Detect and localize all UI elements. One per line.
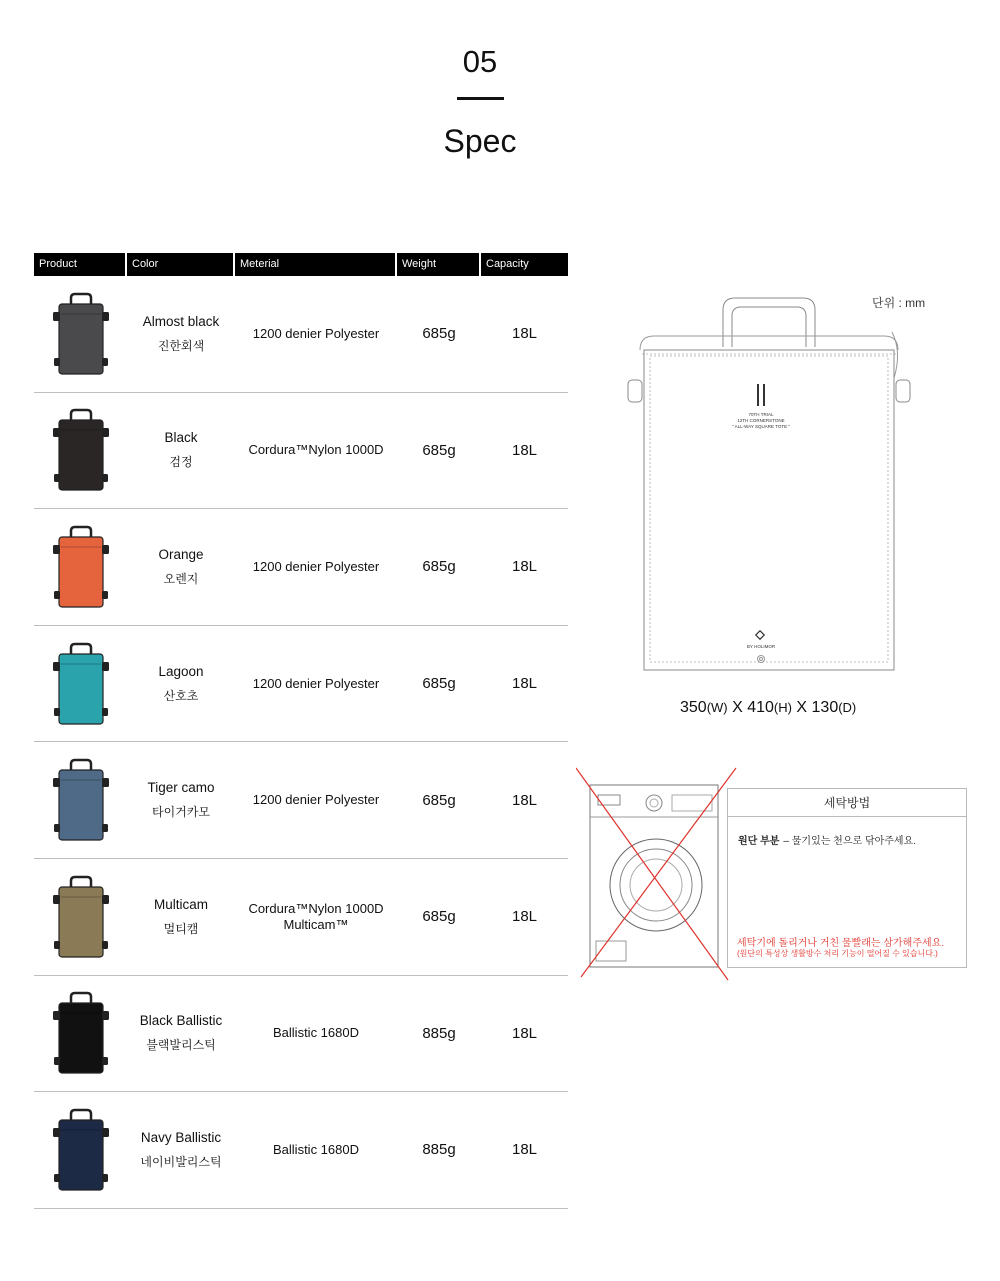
color-cell [127, 276, 235, 392]
product-thumbnail [34, 742, 127, 858]
weight-cell: 685g [422, 908, 456, 926]
unit-label: 단위 : mm [872, 296, 926, 310]
product-thumbnail [34, 626, 127, 742]
table-row [34, 509, 568, 626]
capacity-cell: 18L [511, 441, 538, 459]
table-row [34, 1092, 568, 1209]
weight-cell: 685g [422, 675, 456, 693]
table-row [34, 393, 568, 510]
print-line-3: " ALL-WAY SQUARE TOTE " [732, 424, 790, 429]
header-weight: Weight [397, 253, 481, 276]
product-thumbnail [34, 976, 127, 1092]
capacity-cell: 18L [511, 791, 538, 809]
print-line-1: 70TH TRIAL [748, 412, 774, 417]
header-product: Product [34, 253, 127, 276]
color-name-en: Multicam [153, 896, 208, 912]
header-color: Color [127, 253, 235, 276]
capacity-cell: 18L [511, 1024, 538, 1042]
color-name-ko: 멀티캠 [163, 921, 199, 936]
material-cell: Cordura™Nylon 1000D Multicam™ [248, 900, 384, 932]
care-instruction: 원단 부분 – 물기있는 천으로 닦아주세요. [738, 836, 917, 847]
color-name-en: Tiger camo [147, 780, 215, 796]
capacity-cell: 18L [511, 325, 538, 343]
material-cell: 1200 denier Polyester [252, 675, 380, 691]
material-cell: Ballistic 1680D [273, 1025, 359, 1041]
spec-table [34, 253, 568, 1209]
product-thumbnail [34, 1092, 127, 1208]
section-divider [457, 97, 504, 100]
material-cell: 1200 denier Polyester [252, 325, 380, 341]
material-cell: Ballistic 1680D [273, 1141, 359, 1157]
capacity-cell: 18L [511, 908, 538, 926]
color-cell [127, 859, 235, 975]
color-name-en: Orange [158, 546, 204, 562]
color-name-ko: 네이비발리스틱 [140, 1154, 222, 1169]
weight-cell: 685g [422, 441, 456, 459]
color-name-ko: 오렌지 [163, 571, 199, 586]
bag-line-drawing [620, 292, 920, 682]
color-cell [127, 626, 235, 742]
capacity-cell: 18L [511, 1141, 538, 1159]
color-name-ko: 타이거카모 [152, 805, 210, 820]
color-cell [127, 976, 235, 1092]
washing-machine-crossed-icon [576, 765, 741, 983]
color-cell [127, 509, 235, 625]
table-row [34, 976, 568, 1093]
color-name-en: Black Ballistic [139, 1013, 223, 1029]
table-header [34, 253, 568, 276]
color-name-ko: 검정 [169, 455, 193, 470]
material-cell: 1200 denier Polyester [252, 558, 380, 574]
table-body [34, 276, 568, 1209]
header-capacity: Capacity [481, 253, 568, 276]
table-row [34, 742, 568, 859]
weight-cell: 885g [422, 1141, 456, 1159]
brand-label: BY HOLIMOR [746, 644, 776, 649]
color-name-ko: 산호초 [163, 688, 199, 703]
bag-dimensions: 350(W) X 410(H) X 130(D) [680, 699, 857, 716]
header-material: Meterial [235, 253, 397, 276]
section-number: 05 [462, 44, 498, 79]
color-name-en: Navy Ballistic [140, 1129, 222, 1145]
table-row [34, 859, 568, 976]
material-cell: 1200 denier Polyester [252, 792, 380, 808]
weight-cell: 685g [422, 791, 456, 809]
weight-cell: 685g [422, 325, 456, 343]
print-line-2: 12TH CORNERSTONE [737, 418, 785, 423]
color-name-en: Black [164, 430, 198, 446]
care-warning: 세탁기에 돌리거나 거친 물빨래는 삼가해주세요. [737, 938, 945, 949]
care-title: 세탁방법 [728, 789, 966, 817]
color-name-en: Almost black [142, 313, 220, 329]
section-title: Spec [443, 123, 517, 159]
weight-cell: 885g [422, 1024, 456, 1042]
material-cell: Cordura™Nylon 1000D [248, 442, 384, 458]
color-name-en: Lagoon [158, 663, 204, 679]
color-cell [127, 1092, 235, 1208]
product-thumbnail [34, 509, 127, 625]
table-row [34, 276, 568, 393]
product-thumbnail [34, 393, 127, 509]
color-name-ko: 블랙발리스틱 [146, 1038, 216, 1053]
color-cell [127, 742, 235, 858]
weight-cell: 685g [422, 558, 456, 576]
care-instructions-box [727, 788, 967, 968]
product-thumbnail [34, 276, 127, 392]
capacity-cell: 18L [511, 675, 538, 693]
product-thumbnail [34, 859, 127, 975]
care-warning-note: (원단의 특성상 생활방수 처리 기능이 떨어질 수 있습니다.) [737, 949, 938, 958]
capacity-cell: 18L [511, 558, 538, 576]
color-cell [127, 393, 235, 509]
color-name-ko: 진한회색 [157, 338, 205, 353]
table-row [34, 626, 568, 743]
